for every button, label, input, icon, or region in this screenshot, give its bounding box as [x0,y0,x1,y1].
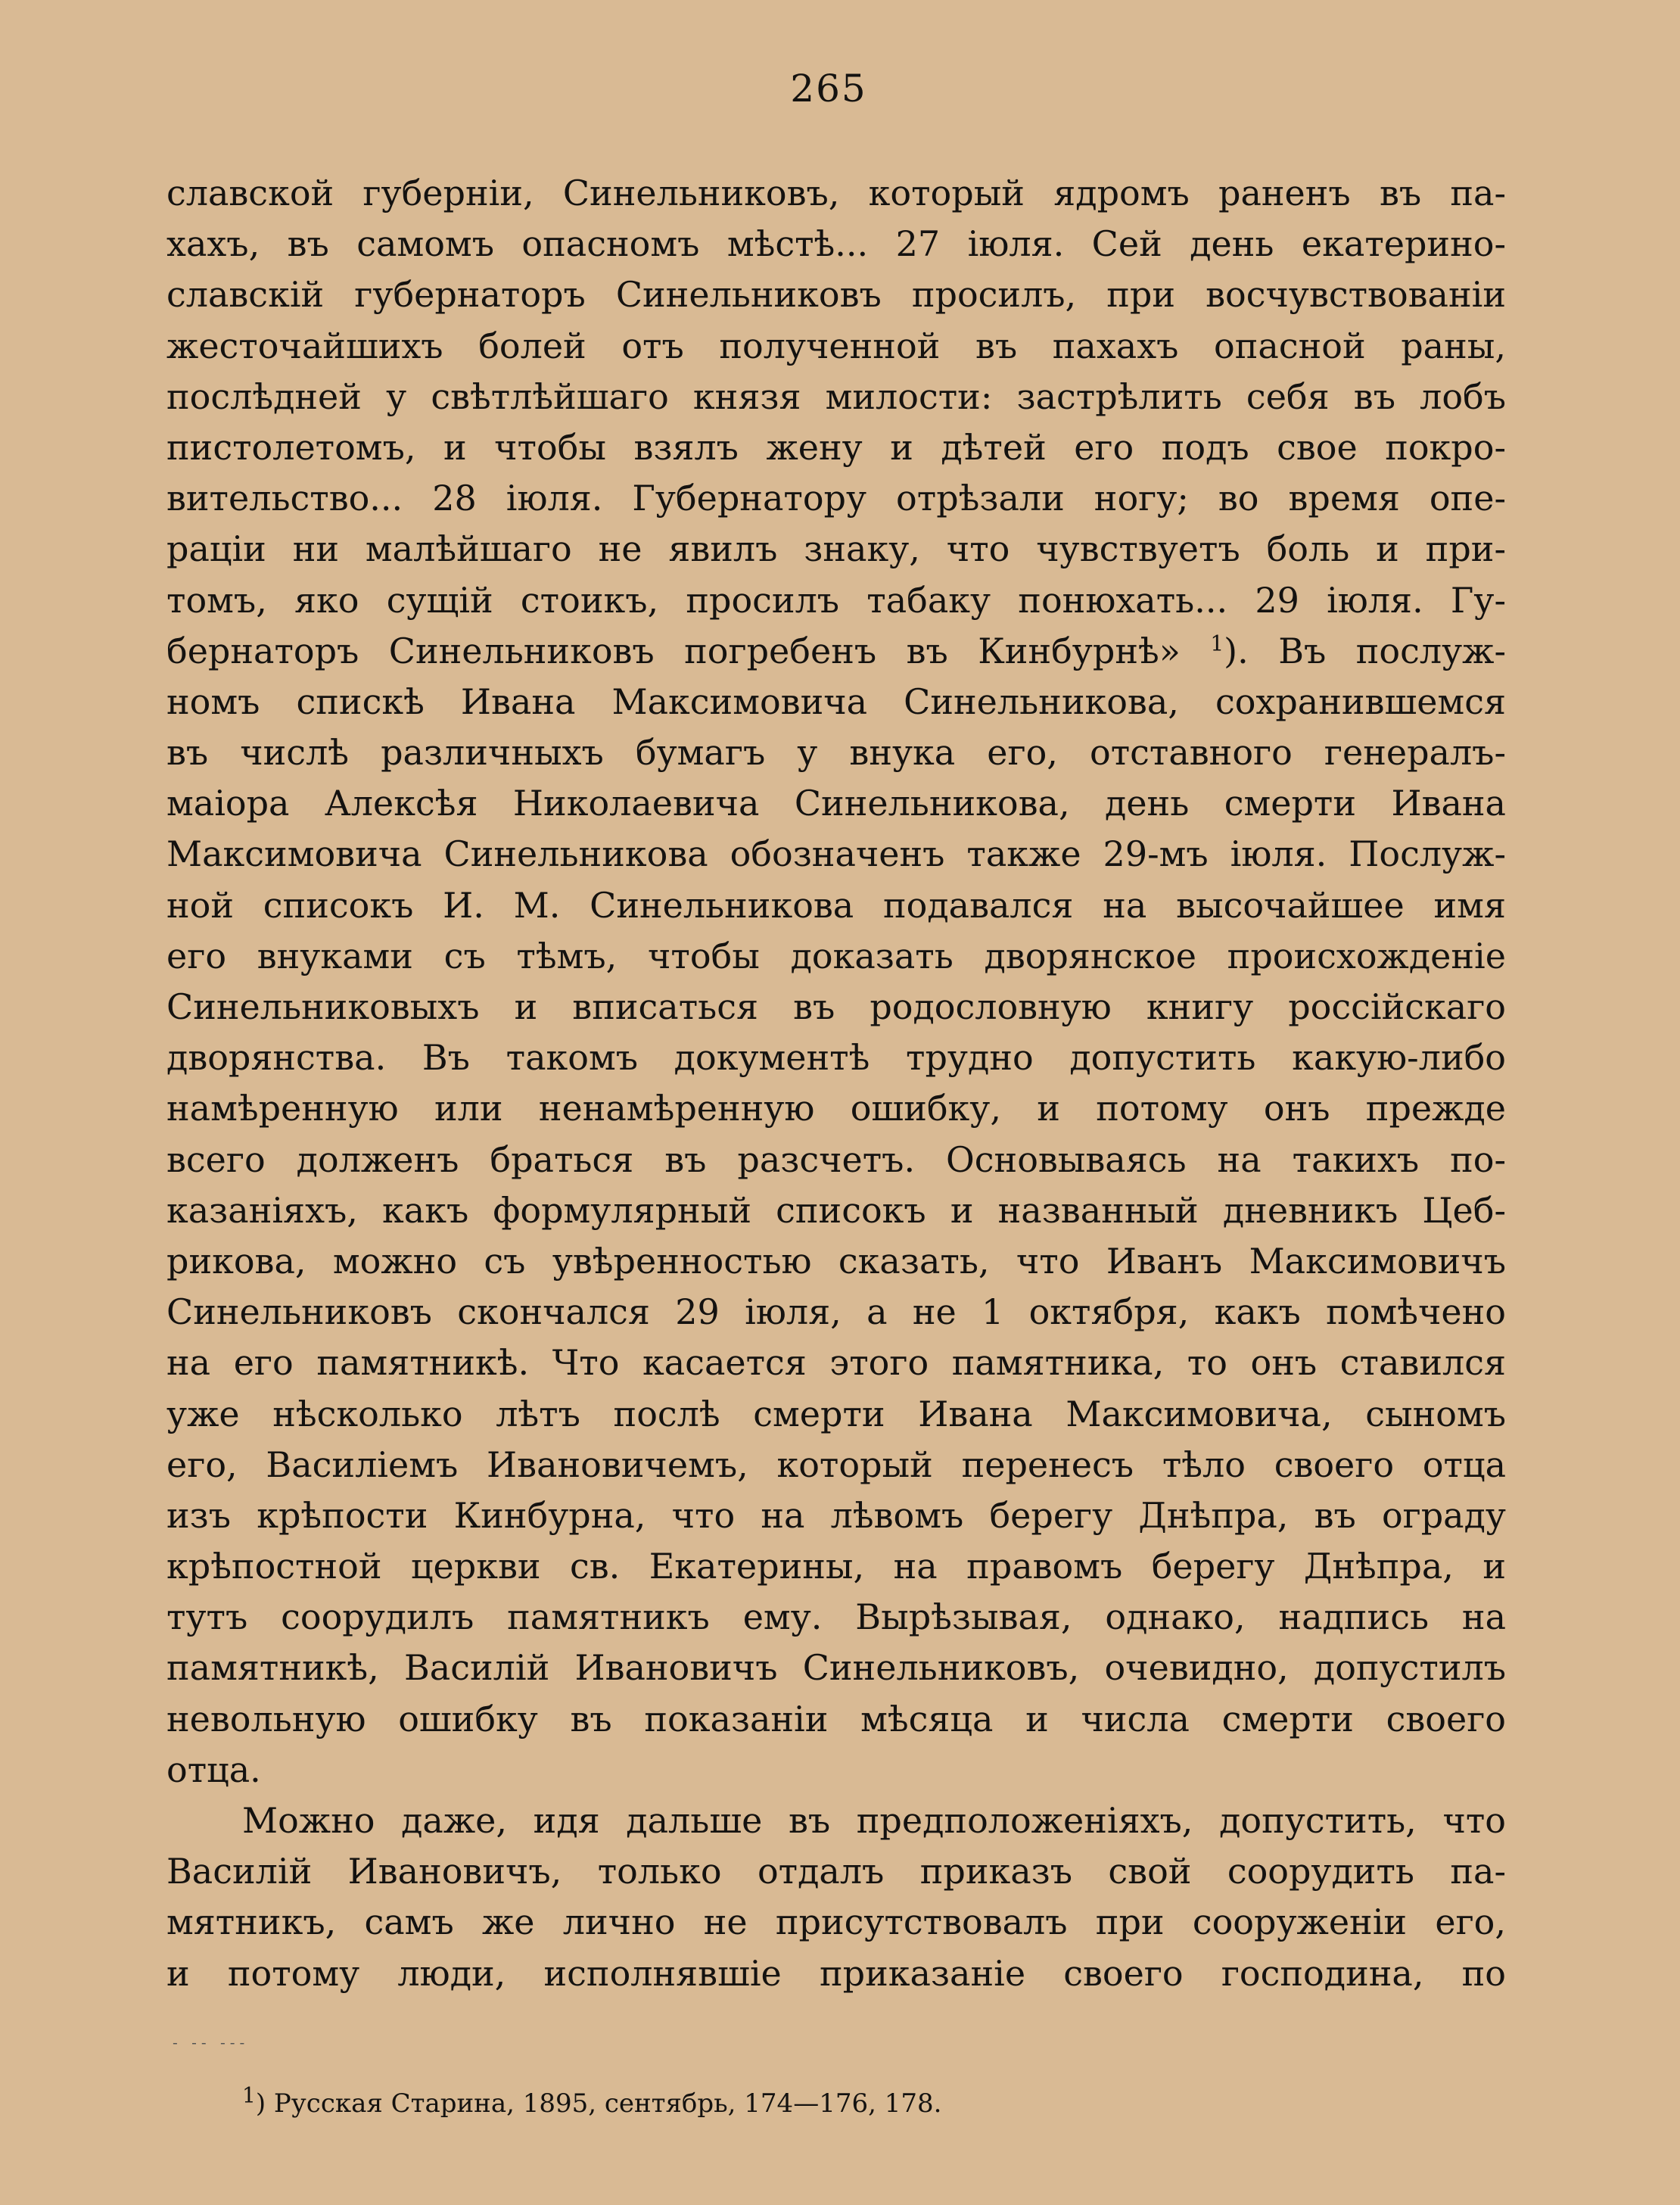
text-line: раціи ни малѣйшаго не явилъ знаку, что чувствуетъ боль и при- [166,528,1506,570]
text-line: томъ, яко сущій стоикъ, просилъ табаку понюхать... 29 іюля. Гу- [166,579,1506,621]
text-line: дворянства. Въ такомъ документѣ трудно допустить какую-либо [166,1037,1506,1079]
text-line: невольную ошибку въ показаніи мѣсяца и числа смерти своего [166,1698,1506,1739]
text-line: Синельниковыхъ и вписаться въ родословную книгу россійскаго [166,986,1506,1027]
footnote [242,2082,942,2119]
text-line: его внуками съ тѣмъ, чтобы доказать дворянское происхожденіе [166,935,1506,976]
line-tail: ). Въ послуж- [1224,630,1506,671]
text-line: уже нѣсколько лѣтъ послѣ смерти Ивана Максимовича, сыномъ [166,1393,1506,1434]
text-line-with-footnote [166,626,1506,677]
text-line: на его памятникѣ. Что касается этого памятника, то онъ ставился [166,1342,1506,1384]
text-line: памятникѣ, Василій Ивановичъ Синельниковъ, очевидно, допустилъ [166,1647,1506,1689]
footnote-marker: 1 [242,2082,256,2108]
text-line: крѣпостной церкви св. Екатерины, на правомъ берегу Днѣпра, и [166,1546,1506,1587]
text-line: Синельниковъ скончался 29 іюля, а не 1 октября, какъ помѣчено [166,1291,1506,1333]
text-line: и потому люди, исполнявшіе приказаніе своего господина, по [166,1952,1506,1994]
text-line: номъ спискѣ Ивана Максимовича Синельникова, сохранившемся [166,680,1506,722]
text-line: вительство... 28 іюля. Губернатору отрѣзали ногу; во время опе- [166,478,1506,519]
main-text [166,168,1506,1999]
text-line: въ числѣ различныхъ бумагъ у внука его, отставного генералъ- [166,732,1506,774]
text-line: изъ крѣпости Кинбурна, что на лѣвомъ берегу Днѣпра, въ ограду [166,1494,1506,1536]
text-line: всего долженъ браться въ разсчетъ. Основываясь на такихъ по- [166,1138,1506,1180]
text-line: маіора Алексѣя Николаевича Синельникова, день смерти Ивана [166,783,1506,824]
text-line: Василій Ивановичъ, только отдалъ приказъ свой соорудить па- [166,1851,1506,1892]
footnote-reference: 1 [1210,631,1224,656]
text-line: послѣдней у свѣтлѣйшаго князя милости: застрѣлить себя въ лобъ [166,375,1506,417]
page-number: 265 [790,67,867,111]
text-line: его, Василіемъ Ивановичемъ, который перенесъ тѣло своего отца [166,1444,1506,1485]
text-line: славской губерніи, Синельниковъ, который ядромъ раненъ въ па- [166,173,1506,213]
footnote-separator: - -- --- [173,2033,250,2051]
text-line: тутъ соорудилъ памятникъ ему. Вырѣзывая, однако, надпись на [166,1596,1506,1638]
text-line: отца. [166,1749,261,1790]
text-line: рикова, можно съ увѣренностью сказать, что Иванъ Максимовичъ [166,1240,1506,1282]
line-head: бернаторъ Синельниковъ погребенъ въ Кинбурнѣ» [166,630,1181,671]
text-line: славскій губернаторъ Синельниковъ просилъ, при восчувствованіи [166,274,1506,316]
text-line: казаніяхъ, какъ формулярный списокъ и названный дневникъ Цеб- [166,1189,1506,1231]
text-line: жесточайшихъ болей отъ полученной въ пахахъ опасной раны, [166,325,1506,366]
text-line: намѣренную или ненамѣренную ошибку, и потому онъ прежде [166,1088,1506,1129]
text-line: мятникъ, самъ же лично не присутствовалъ при сооруженіи его, [166,1901,1506,1943]
footnote-text: ) Русская Старина, 1895, сентябрь, 174—176, 178. [255,2088,942,2119]
text-line: ной списокъ И. М. Синельникова подавался на высочайшее имя [166,884,1506,926]
text-line: Максимовича Синельникова обозначенъ также 29-мъ іюля. Послуж- [166,833,1506,875]
text-line: пистолетомъ, и чтобы взялъ жену и дѣтей его подъ свое покро- [166,426,1506,468]
text-line-indented: Можно даже, идя дальше въ предположеніяхъ, допустить, что [242,1800,1506,1841]
text-line: хахъ, въ самомъ опасномъ мѣстѣ... 27 іюля. Сей день екатерино- [166,223,1506,265]
